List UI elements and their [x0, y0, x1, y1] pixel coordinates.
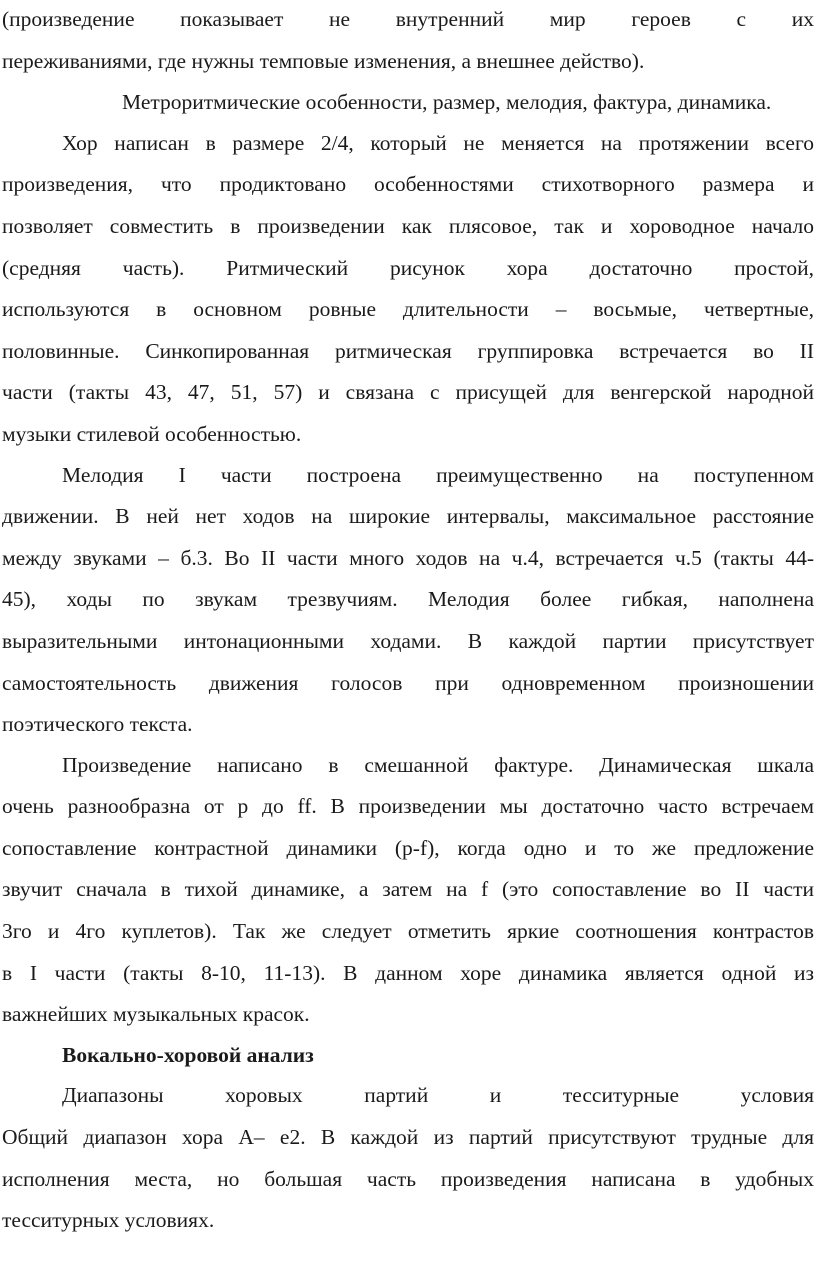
- paragraph: [2, 0, 814, 82]
- text-line: Метроритмические особенности, размер, мелодия, фактура, динамика.: [122, 90, 772, 115]
- text-line: переживаниями, где нужны темповые изменения, а внешнее действо).: [2, 48, 645, 73]
- text-line: Хор написан в размере 2/4, который не меняется на протяжении всего: [62, 130, 814, 155]
- text-line: очень разнообразна от p до ff. В произведении мы достаточно часто встречаем: [2, 794, 814, 819]
- heading-text: Вокально-хоровой анализ: [62, 1042, 314, 1067]
- text-line: используются в основном ровные длительности – восьмые, четвертные,: [2, 297, 814, 322]
- section-heading: [2, 1035, 814, 1077]
- text-line: 3го и 4го куплетов). Так же следует отметить яркие соотношения контрастов: [2, 919, 814, 944]
- paragraph: [2, 745, 814, 1036]
- text-line: самостоятельность движения голосов при одновременном произношении: [2, 670, 814, 695]
- text-line: позволяет совместить в произведении как плясовое, так и хороводное начало: [2, 213, 814, 238]
- text-line: Диапазоны хоровых партий и тесситурные условия: [62, 1083, 814, 1108]
- text-line: выразительными интонационными ходами. В каждой партии присутствует: [2, 628, 814, 653]
- text-line: произведения, что продиктовано особенностями стихотворного размера и: [2, 172, 814, 197]
- text-line: (средняя часть). Ритмический рисунок хора достаточно простой,: [2, 255, 814, 280]
- text-line: тесситурных условиях.: [2, 1208, 215, 1233]
- text-line: звучит сначала в тихой динамике, а затем на f (это сопоставление во II части: [2, 877, 814, 902]
- text-line: музыки стилевой особенностью.: [2, 421, 302, 446]
- text-line: части (такты 43, 47, 51, 57) и связана с присущей для венгерской народной: [2, 380, 814, 405]
- text-line: в I части (такты 8-10, 11-13). В данном хоре динамика является одной из: [2, 960, 814, 985]
- paragraph: [2, 123, 814, 456]
- text-line: поэтического текста.: [2, 712, 193, 737]
- text-line: Произведение написано в смешанной фактуре. Динамическая шкала: [62, 752, 814, 777]
- paragraph: [2, 455, 814, 746]
- text-line: важнейших музыкальных красок.: [2, 1002, 310, 1027]
- text-line: движении. В ней нет ходов на широкие интервалы, максимальное расстояние: [2, 504, 814, 529]
- text-line: (произведение показывает не внутренний мир героев с их: [2, 7, 814, 31]
- text-line: исполнения места, но большая часть произведения написана в удобных: [2, 1166, 814, 1191]
- paragraph: [2, 82, 814, 124]
- text-line: Общий диапазон хора А– е2. В каждой из партий присутствуют трудные для: [2, 1125, 814, 1150]
- text-line: между звуками – б.3. Во II части много ходов на ч.4, встречается ч.5 (такты 44-: [2, 545, 814, 570]
- text-line: половинные. Синкопированная ритмическая группировка встречается во II: [2, 338, 814, 363]
- paragraph: [2, 1075, 814, 1241]
- text-line: 45), ходы по звукам трезвучиям. Мелодия более гибкая, наполнена: [2, 587, 814, 612]
- text-line: Мелодия I части построена преимущественно на поступенном: [62, 462, 814, 487]
- text-line: сопоставление контрастной динамики (p-f), когда одно и то же предложение: [2, 835, 814, 860]
